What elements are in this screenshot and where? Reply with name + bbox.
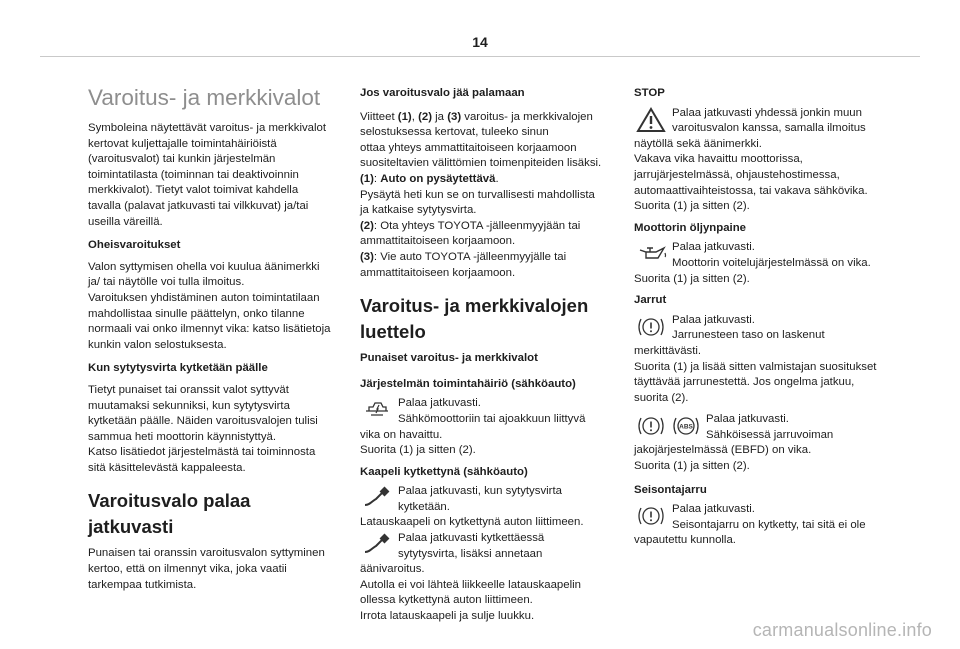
entry-system-failure	[360, 396, 605, 458]
electric-motor-warning-icon	[360, 396, 398, 426]
charging-cable-sound-icon	[360, 531, 398, 561]
entry-ebfd-line2: Sähköisessä jarruvoiman jakojärjestelmässä (EBFD) on vika.	[634, 428, 834, 457]
step-1-text: Pysäytä heti kun se on turvallisesti mahdollista ja katkaise sytytysvirta.	[360, 188, 595, 217]
entry-parking-title: Seisontajarru	[634, 483, 707, 496]
entry-brake-title: Jarrut	[634, 294, 667, 307]
header-rule	[40, 56, 920, 57]
entry-stop-line3: Suorita (1) ja sitten (2).	[634, 200, 750, 213]
entry-oil	[634, 240, 879, 287]
heading-warning-list: Varoitus- ja merkkivalojen luettelo	[360, 295, 589, 343]
column-1	[88, 80, 333, 593]
entry-cable-line4: Autolla ei voi lähteä liikkeelle latauskaapelin ollessa kytkettynä auton liittimeen.	[360, 578, 581, 607]
entry-brake-line1: Palaa jatkuvasti.	[672, 313, 755, 326]
entry-parking-line1: Palaa jatkuvasti.	[672, 503, 755, 516]
entry-cable-line2: Latauskaapeli on kytkettynä auton liittimeen.	[360, 516, 584, 529]
ignition-text: Tietyt punaiset tai oranssit valot syttyvät muutamaksi sekunniksi, kun sytytysvirta kytketään päälle. Näiden varoitusvalojen tulisi sammua heti moottorin käynnistyttyä. Katso lisätiedot järjestelmästä tai toiminnosta sitä käsittelevästä kappaleesta.	[88, 383, 318, 474]
parking-brake-icon	[634, 502, 672, 532]
heading-ignition: Kun sytytysvirta kytketään päälle	[88, 362, 268, 375]
entry-parking	[634, 502, 879, 549]
entry-stop-line1: Palaa jatkuvasti yhdessä jonkin muun varoitusvalon kanssa, samalla ilmoitus näytöllä sekä äänimerkki.	[634, 106, 866, 150]
entry-ebfd-line3: Suorita (1) ja sitten (2).	[634, 460, 750, 473]
entry-cable-title: Kaapeli kytkettynä (sähköauto)	[360, 465, 528, 478]
intro-text: Symboleina näytettävät varoitus- ja merkkivalot kertovat kuljettajalle toimintahäiriöistä (varoitusvalot) tai kunkin järjestelmän toimintatilasta (toiminnan tai deaktivoinnin merkkivalot). Tietyt valot toimivat kahdella tavalla (palavat jatkuvasti tai vilkkuvat) ja/tai useilla väreillä.	[88, 122, 327, 228]
references-text: Viitteet (1), (2) ja (3) varoitus- ja merkkivalojen selostuksessa kertovat, tuleeko sinun ottaa yhteys ammattitaitoiseen korjaamoon suositeltavien välittömien toimenpiteiden lisäksi.	[360, 110, 602, 170]
entry-oil-line1: Palaa jatkuvasti.	[672, 241, 755, 254]
entry-system-failure-line1: Palaa jatkuvasti.	[398, 397, 481, 410]
brake-warning-icon	[634, 313, 672, 343]
step-2-text: (2): Ota yhteys TOYOTA -jälleenmyyjään tai ammattitaitoiseen korjaamoon.	[360, 219, 581, 248]
entry-stop-title: STOP	[634, 87, 665, 99]
warning-triangle-icon	[634, 106, 672, 136]
entry-brake-line2: Jarrunesteen taso on laskenut merkittävästi.	[634, 329, 825, 357]
entry-oil-line3: Suorita (1) ja sitten (2).	[634, 272, 750, 285]
entry-oil-title: Moottorin öljynpaine	[634, 221, 746, 234]
brake-abs-icons	[634, 412, 706, 442]
entry-cable-line3: Palaa jatkuvasti kytkettäessä sytytysvirta, lisäksi annetaan äänivaroitus.	[360, 532, 545, 576]
entry-brake	[634, 313, 879, 407]
step-1-heading: (1): Auto on pysäytettävä.	[360, 172, 499, 185]
step-3-text: (3): Vie auto TOYOTA -jälleenmyyjälle tai ammattitaitoiseen korjaamoon.	[360, 250, 567, 279]
heading-side-warnings: Oheisvaroitukset	[88, 239, 181, 252]
entry-brake-line3: Suorita (1) ja lisää sitten valmistajan suositukset täyttävää jarrunestettä. Jos ongelma jatkuu, suorita (2).	[634, 360, 877, 404]
page-number: 14	[472, 34, 488, 50]
page-title: Varoitus- ja merkkivalot	[88, 85, 321, 110]
entry-system-failure-line2: Sähkömoottoriin tai ajoakkuun liittyvä vika on havaittu.	[360, 412, 586, 441]
column-3	[634, 80, 879, 549]
continuous-text: Punaisen tai oranssin varoitusvalon syttyminen kertoo, että on ilmennyt vika, joka vaatii tarkempaa tutkimista.	[88, 547, 325, 591]
watermark: carmanualsonline.info	[752, 620, 932, 640]
entry-system-failure-title: Järjestelmän toimintahäiriö (sähköauto)	[360, 377, 576, 390]
entry-oil-line2: Moottorin voitelujärjestelmässä on vika.	[672, 256, 871, 269]
entry-system-failure-line3: Suorita (1) ja sitten (2).	[360, 444, 476, 457]
entry-stop	[634, 106, 879, 215]
column-2	[360, 80, 605, 625]
entry-cable-line5: Irrota latauskaapeli ja sulje luukku.	[360, 610, 535, 623]
entry-cable-line1: Palaa jatkuvasti, kun sytytysvirta kytketään.	[398, 485, 562, 513]
heading-red-lamps: Punaiset varoitus- ja merkkivalot	[360, 352, 538, 365]
entry-cable	[360, 484, 605, 624]
entry-ebfd-line1: Palaa jatkuvasti.	[706, 413, 789, 426]
abs-label: ABS	[679, 423, 693, 431]
heading-continuous: Varoitusvalo palaa jatkuvasti	[88, 490, 251, 538]
side-warnings-text: Valon syttymisen ohella voi kuulua äänimerkki ja/ tai näytölle voi tulla ilmoitus. Varoituksen yhdistäminen auton toimintatilaan mahdollistaa sinulle päättelyn, onko tilanne normaali vai onko ilmennyt vika: katso lisätietoja kunkin valon selostuksesta.	[88, 260, 331, 351]
heading-remains-lit: Jos varoitusvalo jää palamaan	[360, 87, 525, 99]
entry-parking-line2: Seisontajarru on kytketty, tai sitä ei ole vapautettu kunnolla.	[634, 518, 866, 547]
entry-stop-line2: Vakava vika havaittu moottorissa, jarrujärjestelmässä, ohjaustehostimessa, automaattivaihteistossa, tai vakava sähkövika.	[634, 153, 868, 197]
charging-cable-icon	[360, 484, 398, 514]
entry-ebfd	[634, 412, 879, 474]
oil-can-icon	[634, 240, 672, 270]
